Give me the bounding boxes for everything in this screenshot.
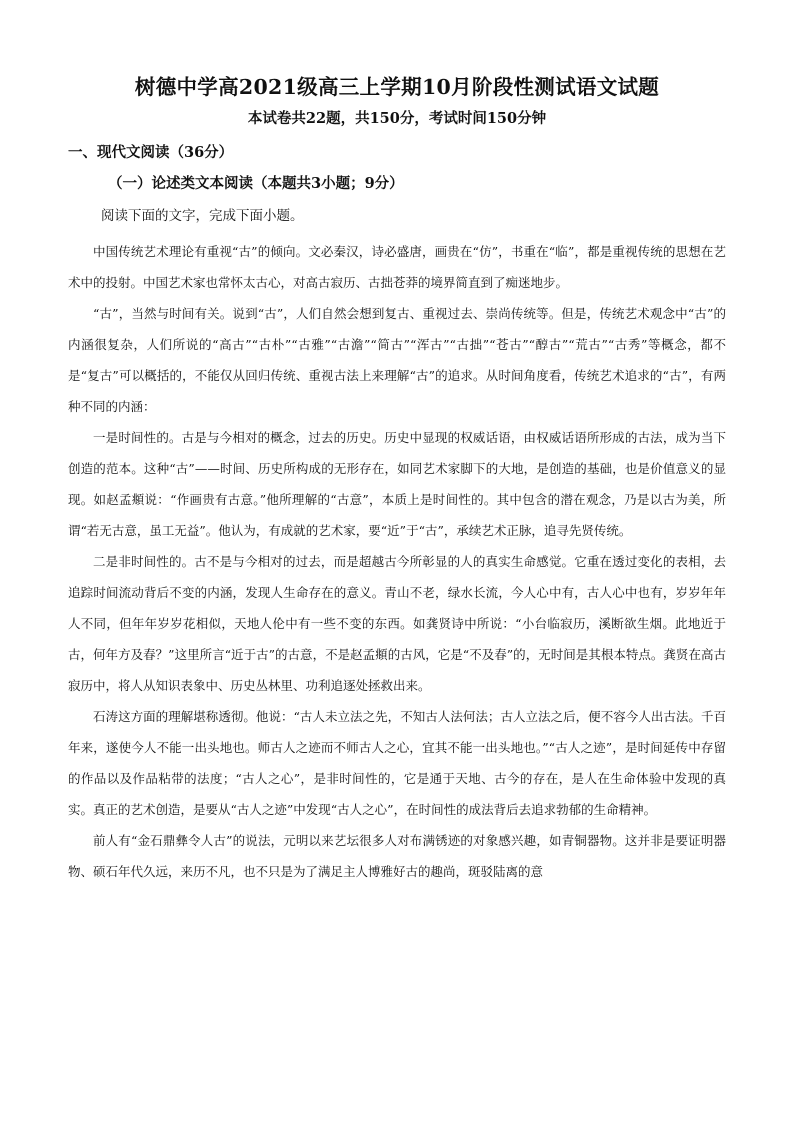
passage-paragraph-1: 中国传统艺术理论有重视“古”的倾向。文必秦汉，诗必盛唐，画贵在“仿”，书重在“临”，都是重视传统的思想在艺术中的投射。中国艺术家也常怀太古心，对高古寂历、古拙苍莽的境界简直到了痴迷地步。 [68, 244, 726, 290]
section-heading: 一、现代文阅读（36分） [68, 144, 234, 161]
passage-paragraph-4: 二是非时间性的。古不是与今相对的过去，而是超越古今所彰显的人的真实生命感觉。它重在透过变化的表相，去追踪时间流动背后不变的内涵，发现人生命存在的意义。青山不老，绿水长流，今人心中有，古人心中也有，岁岁年年人不同，但年年岁岁花相似，天地人伦中有一些不变的东西。如龚贤诗中所说：“小台临寂历，溪断欲生烟。此地近于古，何年方及春？”这里所言“近于古”的古意，不是赵孟頫的古风，它是“不及春”的，无时间是其根本特点。龚贤在高古寂历中，将人从知识表象中、历史丛林里、功利追逐处拯救出来。 [68, 554, 726, 693]
subsection-heading: （一）论述类文本阅读（本题共3小题；9分） [108, 175, 404, 192]
reading-instruction: 阅读下面的文字，完成下面小题。 [101, 208, 304, 224]
passage-paragraph-6: 前人有“金石鼎彝令人古”的说法，元明以来艺坛很多人对布满锈迹的对象感兴趣，如青铜器物。这并非是要证明器物、硕石年代久远，来历不凡，也不只是为了满足主人博雅好古的趣尚，斑驳陆离的意 [68, 833, 726, 879]
passage-paragraph-5: 石涛这方面的理解堪称透彻。他说：“古人未立法之先，不知古人法何法；古人立法之后，便不容今人出古法。千百年来，遂使今人不能一出头地也。师古人之迹而不师古人之心，宜其不能一出头地也。”“古人之迹”，是时间延传中存留的作品以及作品粘带的法度；“古人之心”，是非时间性的，它是通于天地、古今的存在，是人在生命体验中发现的真实。真正的艺术创造，是要从“古人之迹”中发现“古人之心”，在时间性的成法背后去追求勃郁的生命精神。 [68, 709, 726, 817]
exam-title: 树德中学高2021级高三上学期10月阶段性测试语文试题 [134, 75, 660, 99]
reading-passage [68, 236, 726, 887]
exam-subtitle: 本试卷共22题，共150分，考试时间150分钟 [247, 110, 547, 127]
passage-paragraph-3: 一是时间性的。古是与今相对的概念，过去的历史。历史中显现的权威话语，由权威话语所形成的古法，成为当下创造的范本。这种“古”——时间、历史所构成的无形存在，如同艺术家脚下的大地，是创造的基础，也是价值意义的显现。如赵孟頫说：“作画贵有古意。”他所理解的“古意”，本质上是时间性的。其中包含的潜在观念，乃是以古为美，所谓“若无古意，虽工无益”。他认为，有成就的艺术家，要“近”于“古”，承续艺术正脉，追寻先贤传统。 [68, 430, 726, 538]
passage-paragraph-2: “古”，当然与时间有关。说到“古”，人们自然会想到复古、重视过去、崇尚传统等。但是，传统艺术观念中“古”的内涵很复杂，人们所说的“高古”“古朴”“古雅”“古澹”“简古”“浑古”“古拙”“苍古”“醇古”“荒古”“古秀”等概念，都不是“复古”可以概括的，不能仅从回归传统、重视古法上来理解“古”的追求。从时间角度看，传统艺术追求的“古”，有两种不同的内涵： [68, 306, 726, 414]
